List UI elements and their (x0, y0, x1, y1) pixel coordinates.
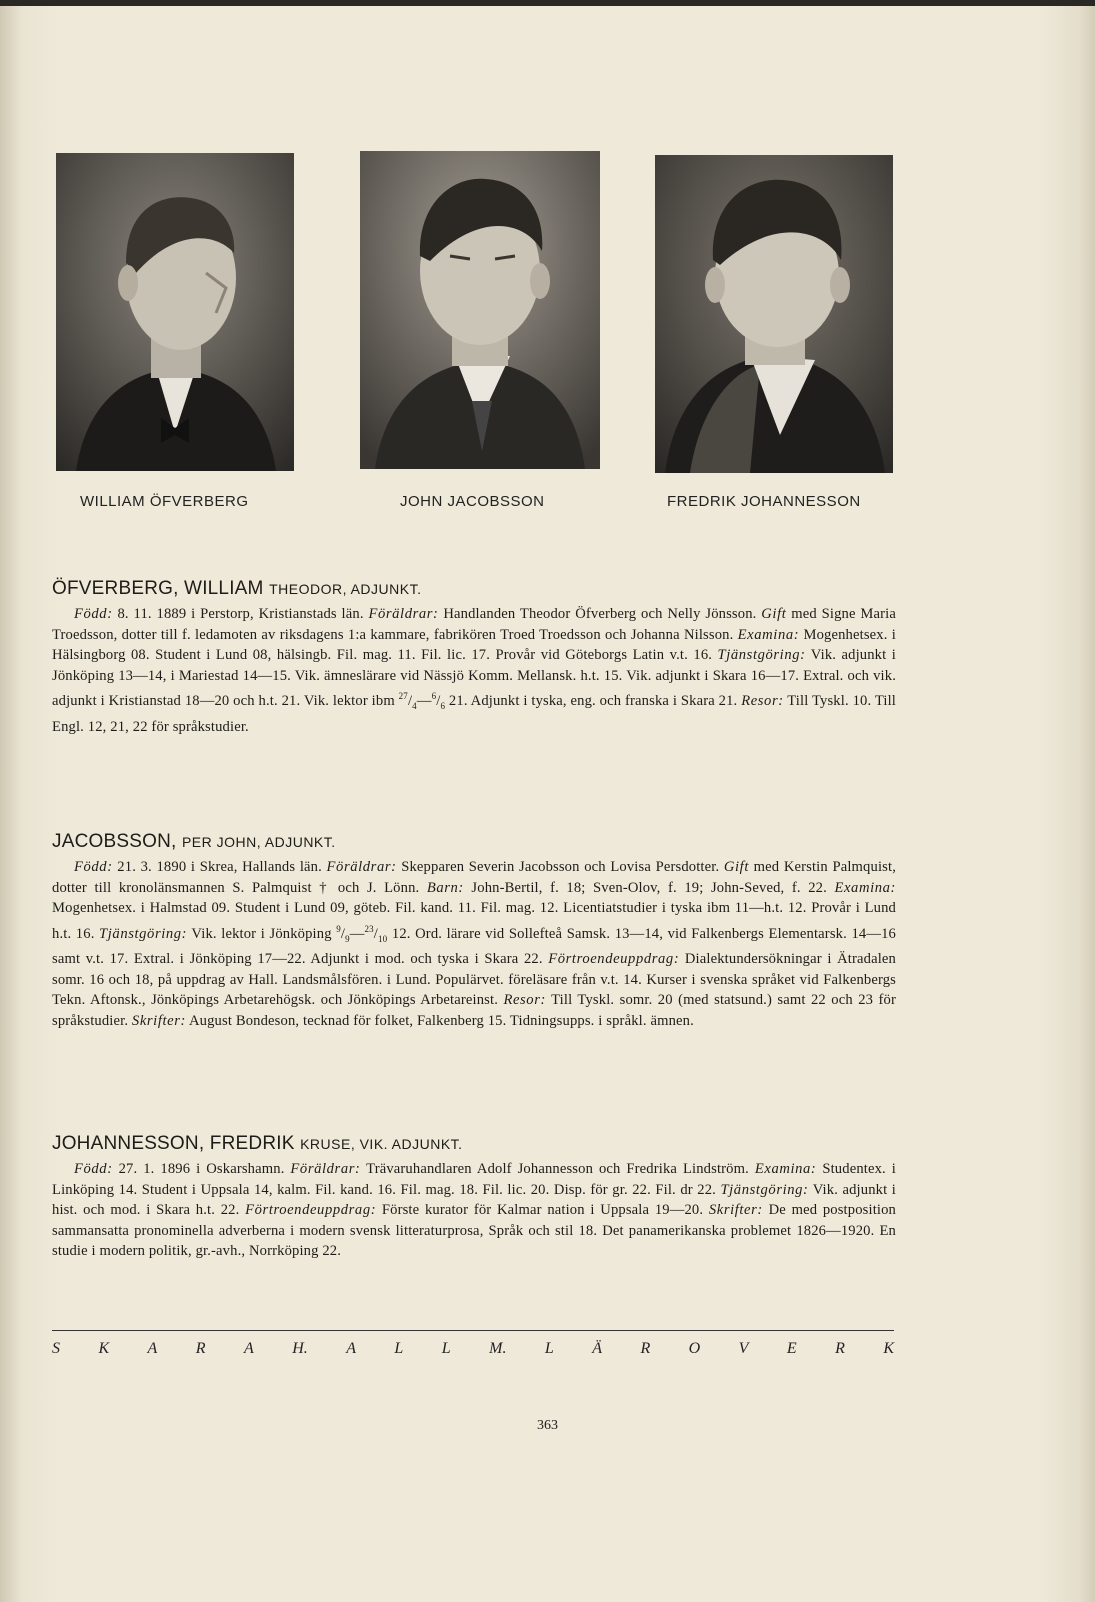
field-label: Föräldrar: (326, 859, 397, 875)
entry-ofverberg (52, 578, 896, 737)
entry-text: med Signe Maria Troedsson, dotter till f. ledamoten av riksdagens 1:a kammare, fabrikören Troed Troedsson och Johanna Nilsson. (52, 606, 896, 643)
entry-text: med Kerstin Palmquist, dotter till kronolänsmannen S. Palmquist † och J. Lönn. (52, 859, 896, 896)
entry-text: Vik. adjunkt i hist. och mod. i Skara h.t. 22. (52, 1181, 896, 1219)
field-label: Tjänstgöring: (717, 647, 806, 664)
footer-letter: A (147, 1340, 158, 1357)
entry-jacobsson (52, 831, 896, 1032)
field-label: Skrifter: (708, 1202, 763, 1219)
entry-body (52, 1159, 896, 1262)
entry-body (52, 857, 896, 1032)
entry-text: Handlanden Theodor Öfverberg och Nelly Jönsson. (438, 606, 762, 622)
entry-text: Mogenhetsex. i Halmstad 09. Student i Lund 09, göteb. Fil. kand. 11. Fil. mag. 12. Licentiatstudier i tyska ibm 11—h.t. 12. Provår i Lund h.t. 16. (52, 900, 896, 942)
portrait-photo-2 (360, 151, 600, 469)
footer-rule (52, 1330, 894, 1331)
footer-letter: L (544, 1340, 554, 1357)
entry-text: Trävaruhandlaren Adolf Johannesson och Fredrika Lindström. (360, 1161, 755, 1177)
entry-johannesson (52, 1133, 896, 1262)
field-label: Examina: (737, 626, 800, 643)
entry-text: Dialektundersökningar i Ätradalen somr. 16 och 18, på uppdrag av Hall. Landsmålsfören. i Lund. Populärvet. föreläsare från v.t. 14. Kurser i svenska språket vid Falkenbergs Tekn. Aftonsk., Jönköpings Arbetarehögsk. och Jönköpings Arbetareinst. (52, 951, 896, 1009)
footer-letter: R (640, 1340, 651, 1357)
page-number: 363 (537, 1418, 558, 1433)
entry-subtitle: PER JOHN, ADJUNKT. (181, 834, 336, 850)
entry-text: Mogenhetsex. i Hälsingborg 08. Student i Lund 08, hälsingb. Fil. mag. 11. Fil. lic. 17. Provår vid Göteborgs Latin v.t. 16. (52, 626, 896, 664)
entry-heading (52, 1133, 896, 1155)
field-label: Tjänstgöring: (99, 925, 188, 942)
caption-william-ofverberg: WILLIAM ÖFVERBERG (80, 493, 249, 510)
footer-letter: E (786, 1340, 797, 1357)
portrait-photo-1 (56, 153, 294, 471)
field-label: Examina: (834, 879, 896, 896)
entry-text: De med postposition sammansatta pronominella adverberna i modern svensk litteraturprosa, Språk och stil 18. Det panamerikanska problemet 1826—1920. En studie i modern politik, gr.-avh., Norrköping 22. (52, 1202, 896, 1260)
running-footer (52, 1340, 894, 1358)
field-label: Född: (74, 1161, 113, 1177)
entry-heading (52, 831, 896, 853)
footer-letter: V (738, 1340, 749, 1357)
entry-text: — (416, 693, 432, 710)
portrait-photo-3 (655, 155, 893, 473)
entry-text: Förste kurator för Kalmar nation i Uppsala 19—20. (376, 1202, 709, 1219)
field-label: Föräldrar: (368, 606, 439, 622)
entry-surname: JACOBSSON, (52, 831, 177, 852)
entry-text: 10 (378, 933, 388, 944)
footer-letter: M. (489, 1340, 507, 1357)
field-label: Tjänstgöring: (720, 1181, 809, 1198)
field-label: Examina: (754, 1161, 817, 1177)
entry-subtitle: THEODOR, ADJUNKT. (269, 581, 422, 597)
footer-letter: L (441, 1340, 451, 1357)
field-label: Gift (723, 859, 749, 875)
entry-text: 23 (364, 923, 374, 934)
footer-letter: A (346, 1340, 356, 1357)
field-label: Född: (74, 859, 113, 875)
field-label: Skrifter: (131, 1012, 186, 1029)
entry-text: Till Tyskl. 10. Till Engl. 12, 21, 22 för språkstudier. (52, 693, 896, 735)
entry-text: 12. Ord. lärare vid Sollefteå Samsk. 13—14, vid Falkenbergs Elementarsk. 14—16 samt v.t. 17. Extral. i Jönköping 17—22. Adjunkt i mod. och tyska i Skara 22. (52, 925, 896, 968)
entry-text: / (407, 693, 413, 710)
entry-subtitle: KRUSE, VIK. ADJUNKT. (300, 1136, 463, 1152)
entry-text: 4 (412, 701, 417, 712)
caption-john-jacobsson: JOHN JACOBSSON (400, 493, 545, 510)
entry-text: 27. 1. 1896 i Oskarshamn. (112, 1161, 291, 1177)
field-label: Förtroendeuppdrag: (245, 1202, 377, 1219)
entry-text: 8. 11. 1889 i Perstorp, Kristianstads län. (112, 606, 369, 622)
field-label: Resor: (503, 992, 546, 1009)
entry-text: 27 (398, 691, 408, 702)
entry-text: 6 (440, 701, 446, 712)
footer-letter: R (835, 1340, 845, 1357)
caption-fredrik-johannesson: FREDRIK JOHANNESSON (667, 493, 861, 510)
entry-text: John-Bertil, f. 18; Sven-Olov, f. 19; John-Seved, f. 22. (463, 879, 835, 896)
footer-letter: R (195, 1340, 206, 1357)
entry-text: Vik. adjunkt i Jönköping 13—14, i Mariestad 14—15. Vik. ämneslärare vid Nässjö Komm. Mellansk. h.t. 15. Vik. adjunkt i Skara 16—17. Extral. och vik. adjunkt i Kristianstad 18—20 och h.t. 21. Vik. lektor ibm (52, 647, 896, 710)
footer-letter: K (883, 1340, 894, 1357)
entry-text: Till Tyskl. somr. 20 (med statsund.) samt 22 och 23 för språkstudier. (52, 992, 896, 1029)
footer-letter: K (98, 1340, 110, 1357)
entry-text: 21. Adjunkt i tyska, eng. och franska i Skara 21. (445, 693, 742, 710)
field-label: Förtroendeuppdrag: (548, 951, 680, 968)
footer-letter: O (688, 1340, 701, 1357)
entry-text: / (340, 925, 346, 942)
footer-letter: L (394, 1340, 404, 1357)
entry-text: 9 (345, 933, 350, 944)
entry-text: / (373, 925, 379, 942)
entry-text: 21. 3. 1890 i Skrea, Hallands län. (112, 859, 327, 875)
footer-letter: A (243, 1340, 254, 1357)
field-label: Gift (761, 606, 787, 622)
field-label: Född: (74, 606, 113, 622)
entry-text: Vik. lektor i Jönköping (187, 925, 337, 942)
field-label: Resor: (741, 693, 784, 710)
entry-text: / (436, 693, 441, 710)
field-label: Barn: (426, 879, 464, 896)
entry-text: Studentex. i Linköping 14. Student i Uppsala 14, kalm. Fil. kand. 16. Fil. mag. 18. Fil. lic. 20. Disp. för gr. 22. Fil. dr 22. (52, 1161, 896, 1198)
field-label: Föräldrar: (290, 1161, 361, 1177)
footer-letter: S (52, 1340, 60, 1357)
entry-text: 9 (336, 923, 341, 934)
entry-text: Skepparen Severin Jacobsson och Lovisa Persdotter. (396, 859, 724, 875)
footer-letter: Ä (592, 1340, 602, 1357)
entry-body (52, 604, 896, 737)
entry-text: — (349, 925, 365, 942)
footer-letter: H. (292, 1340, 308, 1357)
entry-text: 6 (431, 691, 437, 702)
entry-surname: JOHANNESSON, FREDRIK (52, 1133, 295, 1154)
entry-text: August Bondeson, tecknad för folket, Falkenberg 15. Tidningsupps. i språkl. ämnen. (185, 1012, 694, 1029)
entry-surname: ÖFVERBERG, WILLIAM (52, 578, 264, 599)
top-edge (0, 0, 1095, 6)
entry-heading (52, 578, 896, 600)
